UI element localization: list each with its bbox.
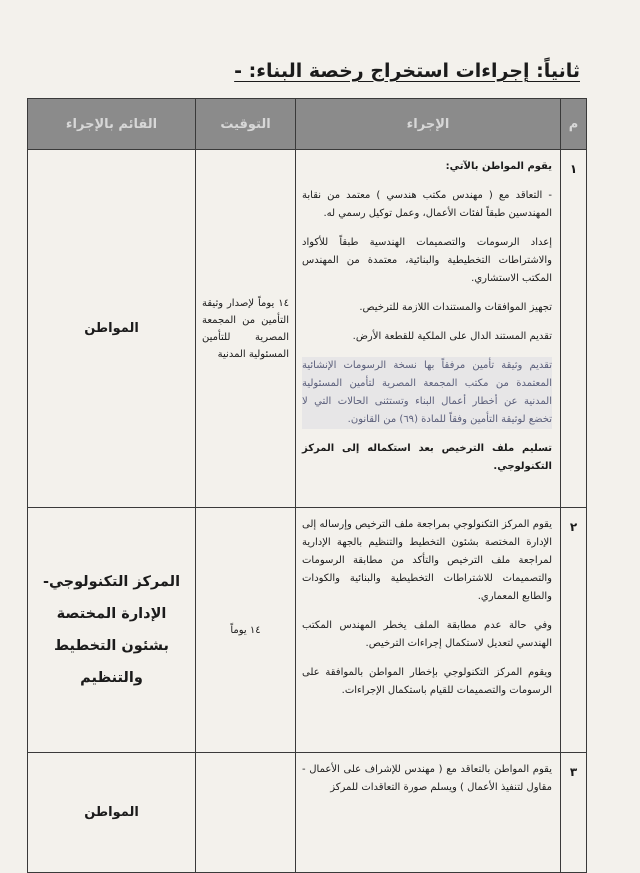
- header-timing: التوقيت: [196, 99, 296, 150]
- responsible-cell: المواطن: [28, 753, 196, 873]
- responsible-cell: المواطن: [28, 150, 196, 508]
- procedure-step: إعداد الرسومات والتصميمات الهندسية طبقاً للأكواد والاشتراطات التخطيطية والبنائية، معتمدة من المهندس المكتب الاستشاري.: [302, 237, 552, 284]
- procedure-step: تقديم المستند الدال على الملكية للقطعة الأرض.: [352, 331, 552, 342]
- table-row: [28, 508, 587, 753]
- procedure-cell: [296, 150, 561, 508]
- procedure-step: يقوم المواطن بالتعاقد مع ( مهندس للإشراف على الأعمال - مقاول لتنفيذ الأعمال ) ويسلم صورة التعاقدات للمركز: [302, 764, 552, 793]
- table-row: [28, 150, 587, 508]
- procedures-table: [27, 98, 587, 873]
- procedure-step: يقوم المركز التكنولوجي بمراجعة ملف الترخيص وإرساله إلى الإدارة المختصة بشئون التخطيط والتنظيم بالجهة الإدارية لمراجعة ملف الترخيص والتأكد من مطابقة الرسومات والتصميمات للاشتراطات التخطيطية والبنائية والكودات والطابع المعماري.: [302, 519, 552, 602]
- procedure-step: - التعاقد مع ( مهندس مكتب هندسي ) معتمد من نقابة المهندسين طبقاً لفئات الأعمال، وعمل توكيل رسمي له.: [302, 190, 552, 219]
- procedure-cell: [296, 508, 561, 753]
- header-procedure: الإجراء: [296, 99, 561, 150]
- row-number: ٣: [561, 753, 587, 873]
- header-number: م: [561, 99, 587, 150]
- procedure-step: يقوم المواطن بالآتي:: [445, 161, 552, 172]
- table-header-row: [28, 99, 587, 150]
- procedure-step: تسليم ملف الترخيص بعد استكماله إلى المركز التكنولوجي.: [302, 443, 552, 472]
- timing-cell: ١٤ يوماً لإصدار وثيقة التأمين من المجمعة المصرية للتأمين المسئولية المدنية: [196, 150, 296, 508]
- header-responsible: القائم بالإجراء: [28, 99, 196, 150]
- procedure-cell: [296, 753, 561, 873]
- timing-cell: [196, 753, 296, 873]
- procedure-step: تقديم وثيقة تأمين مرفقاً بها نسخة الرسومات الإنشائية المعتمدة من مكتب المجمعة المصرية لتأمين المسئولية المدنية عن أخطار أعمال البناء وتستثنى الحالات التي لا تخضع لوثيقة التأمين وفقاً للمادة (٦٩) من القانون.: [302, 357, 552, 429]
- row-number: ١: [561, 150, 587, 508]
- responsible-cell: المركز التكنولوجي- الإدارة المختصة بشئون التخطيط والتنظيم: [28, 508, 196, 753]
- row-number: ٢: [561, 508, 587, 753]
- procedure-step: ويقوم المركز التكنولوجي بإخطار المواطن بالموافقة على الرسومات والتصميمات للقيام باستكمال الإجراءات.: [302, 667, 552, 696]
- procedure-step: وفي حالة عدم مطابقة الملف يخطر المهندس المكتب الهندسي لتعديل لاستكمال إجراءات الترخيص.: [302, 620, 552, 649]
- procedure-step: تجهيز الموافقات والمستندات اللازمة للترخيص.: [359, 302, 552, 313]
- table-row: [28, 753, 587, 873]
- timing-cell: ١٤ يوماً: [196, 508, 296, 753]
- page-title: ثانياً: إجراءات استخراج رخصة البناء: -: [234, 60, 580, 82]
